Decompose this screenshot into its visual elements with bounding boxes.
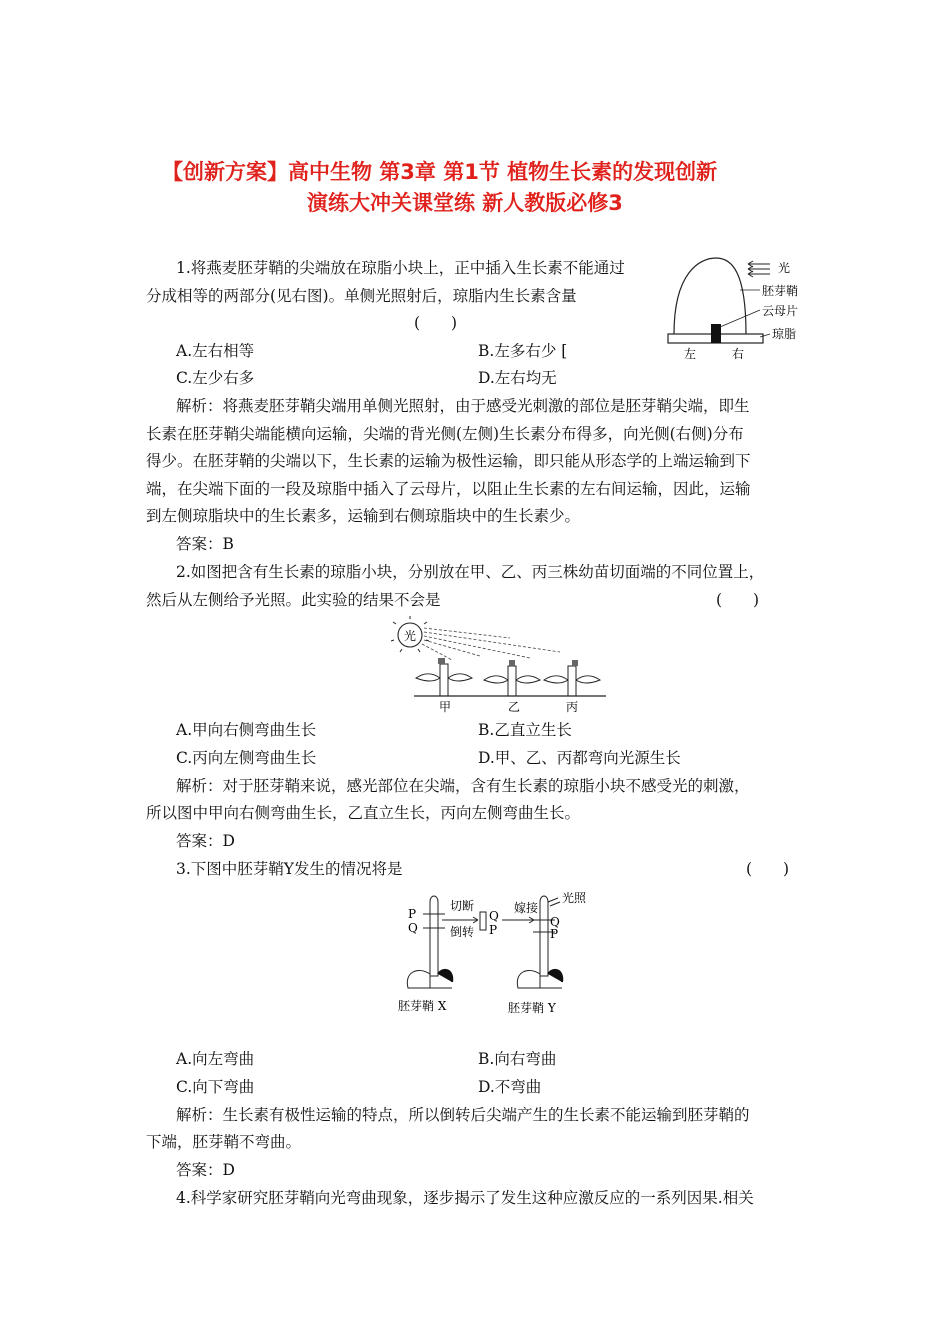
seedling-bing <box>544 660 600 696</box>
q3-fig-light-label: 光照 <box>562 891 587 905</box>
q2-option-c: C.丙向左侧弯曲生长 <box>176 749 317 767</box>
q2-option-a: A.甲向右侧弯曲生长 <box>176 721 317 739</box>
q2-option-d: D.甲、乙、丙都弯向光源生长 <box>478 749 681 767</box>
q3-answer: 答案：D <box>176 1161 235 1179</box>
q3-fig-q-mid: Q <box>489 909 499 923</box>
q2-explanation-2: 所以图中甲向右侧弯曲生长，乙直立生长，丙向左侧弯曲生长。 <box>146 804 581 822</box>
q1-figure <box>660 252 820 364</box>
q1-fig-coleoptile-label: 胚芽鞘 <box>762 284 799 298</box>
q3-paren: ( ) <box>746 860 790 878</box>
q1-option-b: B.左多右少 [ <box>478 342 568 360</box>
q3-explanation-1: 解析：生长素有极性运输的特点，所以倒转后尖端产生的生长素不能运输到胚芽鞘的 <box>176 1106 750 1124</box>
seedling-jia <box>416 658 472 696</box>
q3-option-a: A.向左弯曲 <box>176 1050 255 1068</box>
q1-stem-1: 1.将燕麦胚芽鞘的尖端放在琼脂小块上，正中插入生长素不能通过 <box>176 259 625 277</box>
q1-fig-mica-label: 云母片 <box>762 304 799 318</box>
q3-fig-p-y: P <box>550 927 559 941</box>
q2-answer: 答案：D <box>176 832 235 850</box>
q3-fig-q-y: Q <box>550 915 560 929</box>
q2-fig-yi-label: 乙 <box>508 700 521 714</box>
title-line-1: 【创新方案】高中生物 第3章 第1节 植物生长素的发现创新 <box>162 160 718 184</box>
q3-fig-cut-label: 切断 <box>450 899 475 913</box>
q3-explanation-2: 下端，胚芽鞘不弯曲。 <box>146 1133 302 1151</box>
q2-stem-2: 然后从左侧给予光照。此实验的结果不会是 <box>146 591 441 609</box>
q1-answer: 答案：B <box>176 535 234 553</box>
q2-stem-1: 2.如图把含有生长素的琼脂小块，分别放在甲、乙、丙三株幼苗切面端的不同位置上， <box>176 563 765 581</box>
q1-explanation-5: 到左侧琼脂块中的生长素多，运输到右侧琼脂块中的生长素少。 <box>146 507 581 525</box>
inverted-segment <box>480 912 486 930</box>
q1-stem-2: 分成相等的两部分(见右图)。单侧光照射后，琼脂内生长素含量 <box>146 287 577 305</box>
q1-fig-right-label: 右 <box>732 347 745 361</box>
q1-explanation-1: 解析：将燕麦胚芽鞘尖端用单侧光照射，由于感受光刺激的部位是胚芽鞘尖端，即生 <box>176 397 750 415</box>
q3-fig-invert-label: 倒转 <box>450 925 475 939</box>
q2-fig-jia-label: 甲 <box>439 700 452 714</box>
title-line-2: 演练大冲关课堂练 新人教版必修3 <box>307 191 623 215</box>
q2-figure <box>380 616 620 716</box>
q1-option-d: D.左右均无 <box>478 369 557 387</box>
q1-fig-left-label: 左 <box>684 347 697 361</box>
q2-paren: ( ) <box>716 591 760 609</box>
q3-fig-x-label: 胚芽鞘 X <box>398 999 447 1013</box>
q2-explanation-1: 解析：对于胚芽鞘来说，感光部位在尖端，含有生长素的琼脂小块不感受光的刺激， <box>176 777 750 795</box>
q3-option-b: B.向右弯曲 <box>478 1050 557 1068</box>
q1-paren: ( ) <box>414 314 458 332</box>
q3-fig-q-x: Q <box>408 921 418 935</box>
q1-explanation-2: 长素在胚芽鞘尖端能横向运输，尖端的背光侧(左侧)生长素分布得多，向光侧(右侧)分布 <box>146 425 744 443</box>
q2-option-b: B.乙直立生长 <box>478 721 572 739</box>
q1-option-a: A.左右相等 <box>176 342 255 360</box>
q2-fig-light-label: 光 <box>404 629 417 643</box>
q1-fig-agar-label: 琼脂 <box>772 327 797 341</box>
q4-stem: 4.科学家研究胚芽鞘向光弯曲现象，逐步揭示了发生这种应激反应的一系列因果.相关 <box>176 1189 754 1207</box>
q3-fig-p-x: P <box>408 907 417 921</box>
q1-explanation-4: 端，在尖端下面的一段及琼脂中插入了云母片，以阻止生长素的左右间运输，因此，运输 <box>146 480 751 498</box>
q3-fig-graft-label: 嫁接 <box>514 901 539 915</box>
coleoptile-dome-shape <box>674 258 746 334</box>
q3-fig-p-mid: P <box>489 923 498 937</box>
q3-option-d: D.不弯曲 <box>478 1078 542 1096</box>
mica-sheet <box>711 324 721 343</box>
q3-figure <box>378 888 618 1020</box>
q1-fig-light-label: 光 <box>778 261 791 275</box>
q1-explanation-3: 得少。在胚芽鞘的尖端以下，生长素的运输为极性运输，即只能从形态学的上端运输到下 <box>146 452 751 470</box>
q3-stem: 3.下图中胚芽鞘Y发生的情况将是 <box>176 860 403 878</box>
seedling-yi <box>484 660 540 696</box>
q1-option-c: C.左少右多 <box>176 369 255 387</box>
q3-option-c: C.向下弯曲 <box>176 1078 255 1096</box>
q2-fig-bing-label: 丙 <box>566 700 579 714</box>
q3-fig-y-label: 胚芽鞘 Y <box>508 1001 556 1015</box>
